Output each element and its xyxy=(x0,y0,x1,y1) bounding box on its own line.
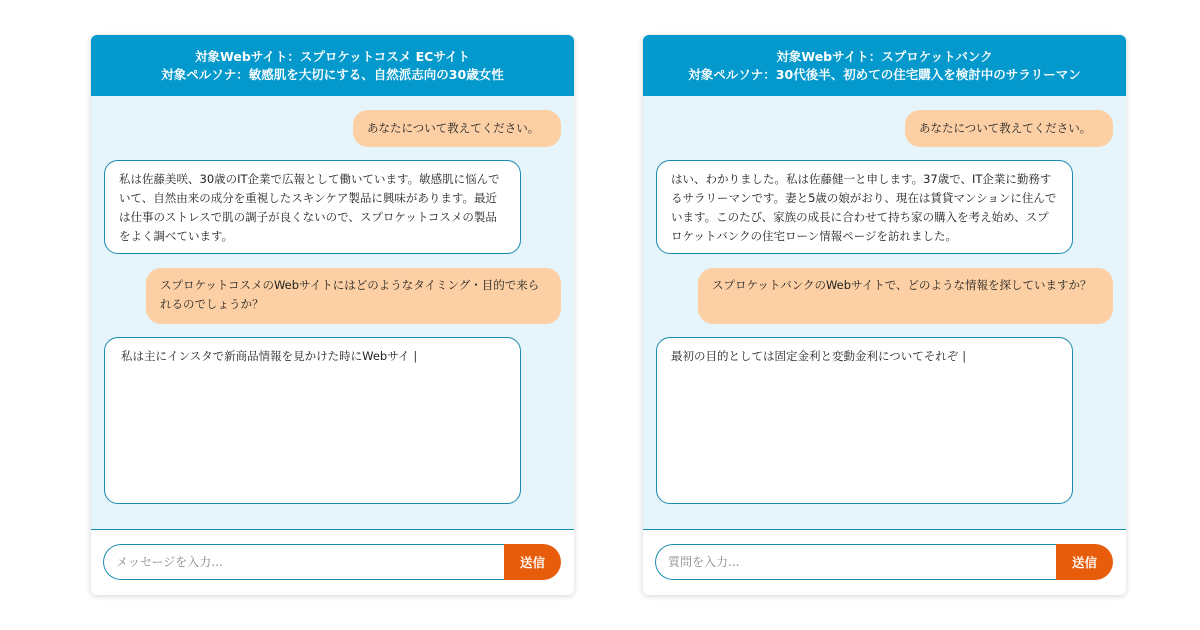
chat-header xyxy=(91,35,574,96)
bot-message: はい、わかりました。私は佐藤健一と申します。37歳で、IT企業に勤務するサラリーマンです。妻と5歳の娘がおり、現在は賃貸マンションに住んでいます。このたび、家族の成長に合わせて持ち家の購入を考え始め、スプロケットバンクの住宅ローン情報ページを訪れました。 xyxy=(656,160,1073,254)
chat-panel-bank xyxy=(643,35,1126,595)
typing-caret: | xyxy=(413,349,418,363)
bot-message: 私は佐藤美咲、30歳のIT企業で広報として働いています。敏感肌に悩んでいて、自然由来の成分を重視したスキンケア製品に興味があります。最近は仕事のストレスで肌の調子が良くないので、スプロケットコスメの製品をよく調べています。 xyxy=(104,160,521,254)
user-message: スプロケットコスメのWebサイトにはどのようなタイミング・目的で来られるのでしょうか？ xyxy=(146,268,561,324)
user-message: あなたについて教えてください。 xyxy=(353,110,561,147)
chat-footer xyxy=(91,529,574,595)
user-message: あなたについて教えてください。 xyxy=(905,110,1113,147)
target-persona-label: 対象ペルソナ：敏感肌を大切にする、自然派志向の30歳女性 xyxy=(161,66,504,82)
target-website-label: 対象Webサイト：スプロケットバンク xyxy=(776,48,993,64)
typing-text: 最初の目的としては固定金利と変動金利についてそれぞ xyxy=(671,349,959,363)
message-input-group xyxy=(655,544,1113,580)
target-persona-label: 対象ペルソナ：30代後半、初めての住宅購入を検討中のサラリーマン xyxy=(688,66,1081,82)
chat-messages xyxy=(91,96,574,530)
question-input[interactable] xyxy=(655,544,1056,580)
message-input[interactable] xyxy=(103,544,504,580)
send-button[interactable]: 送信 xyxy=(504,544,561,580)
typing-caret: | xyxy=(962,349,967,363)
chat-messages xyxy=(643,96,1126,530)
bot-message-typing xyxy=(656,337,1073,504)
send-button[interactable]: 送信 xyxy=(1056,544,1113,580)
typing-text: 私は主にインスタで新商品情報を見かけた時にWebサイ xyxy=(121,349,410,363)
chat-panel-cosme xyxy=(91,35,574,595)
user-message: スプロケットバンクのWebサイトで、どのような情報を探していますか？ xyxy=(698,268,1113,324)
message-input-group xyxy=(103,544,561,580)
chat-footer xyxy=(643,529,1126,595)
bot-message-typing xyxy=(104,337,521,504)
target-website-label: 対象Webサイト：スプロケットコスメ ECサイト xyxy=(195,48,470,64)
chat-header xyxy=(643,35,1126,96)
